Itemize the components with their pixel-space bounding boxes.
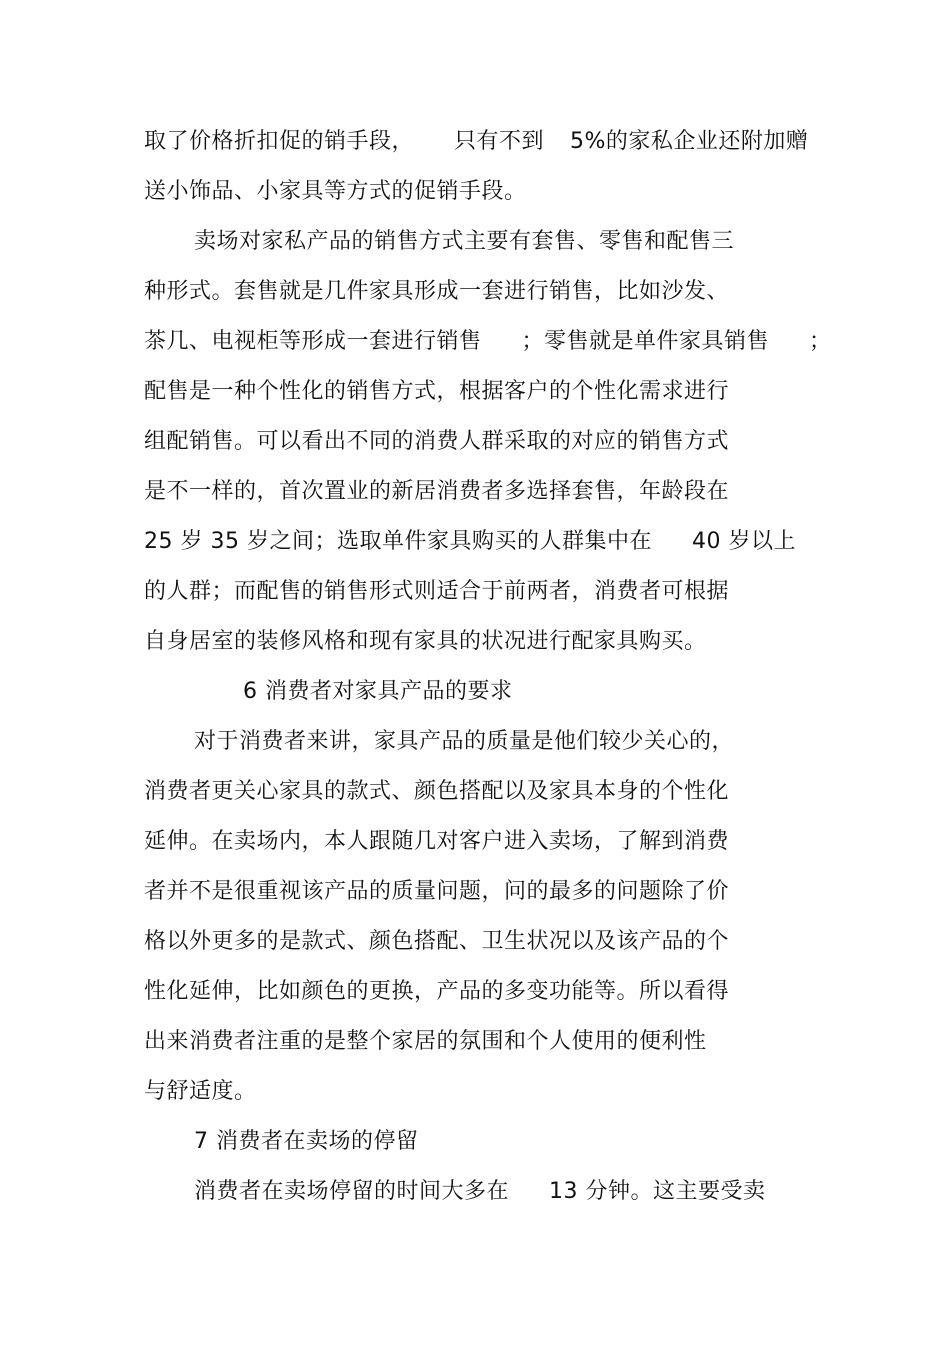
text-segment: 25 岁 35 岁之间；选取单件家具购买的人群集中在 <box>144 529 652 554</box>
text-segment: 5%的家私企业还附加赠 <box>570 129 809 154</box>
text-segment: 消费者在卖场停留的时间大多在 <box>194 1179 510 1204</box>
text-line-10: 的人群；而配售的销售形式则适合于前两者，消费者可根据 <box>144 579 730 604</box>
text-segment: 茶几、电视柜等形成一套进行销售 <box>144 329 482 354</box>
text-line-22 <box>194 1177 766 1207</box>
text-line-7: 组配销售。可以看出不同的消费人群采取的对应的销售方式 <box>144 429 730 454</box>
text-line-1 <box>144 127 808 157</box>
text-line-8: 是不一样的，首次置业的新居消费者多选择套售，年龄段在 <box>144 479 730 504</box>
section-heading-6: 6 消费者对家具产品的要求 <box>243 679 513 704</box>
text-line-17: 格以外更多的是款式、颜色搭配、卫生状况以及该产品的个 <box>144 929 730 954</box>
text-segment: 取了价格折扣促的销手段， <box>144 129 415 154</box>
paragraph-first-line: 卖场对家私产品的销售方式主要有套售、零售和配售三 <box>194 229 735 254</box>
text-segment: 只有不到 <box>454 129 545 154</box>
text-segment: ； <box>809 329 832 354</box>
text-line-20: 与舒适度。 <box>144 1079 257 1104</box>
text-line-6: 配售是一种个性化的销售方式，根据客户的个性化需求进行 <box>144 379 730 404</box>
text-line-18: 性化延伸，比如颜色的更换，产品的多变功能等。所以看得 <box>144 979 730 1004</box>
paragraph-first-line: 对于消费者来讲，家具产品的质量是他们较少关心的， <box>194 729 735 754</box>
text-segment: 40 岁以上 <box>691 529 796 554</box>
text-line-5 <box>144 327 832 357</box>
text-line-9 <box>144 527 796 557</box>
text-line-16: 者并不是很重视该产品的质量问题，问的最多的问题除了价 <box>144 879 730 904</box>
text-line-14: 消费者更关心家具的款式、颜色搭配以及家具本身的个性化 <box>144 779 730 804</box>
text-line-4: 种形式。套售就是几件家具形成一套进行销售，比如沙发、 <box>144 279 730 304</box>
text-line-19: 出来消费者注重的是整个家居的氛围和个人使用的便利性 <box>144 1029 707 1054</box>
text-line-2: 送小饰品、小家具等方式的促销手段。 <box>144 179 527 204</box>
text-line-15: 延伸。在卖场内，本人跟随几对客户进入卖场，了解到消费 <box>144 829 730 854</box>
section-heading-7: 7 消费者在卖场的停留 <box>194 1129 419 1154</box>
text-segment: 13 分钟。这主要受卖 <box>549 1179 766 1204</box>
text-line-11: 自身居室的装修风格和现有家具的状况进行配家具购买。 <box>144 629 707 654</box>
text-segment: ；零售就是单件家具销售 <box>521 329 770 354</box>
